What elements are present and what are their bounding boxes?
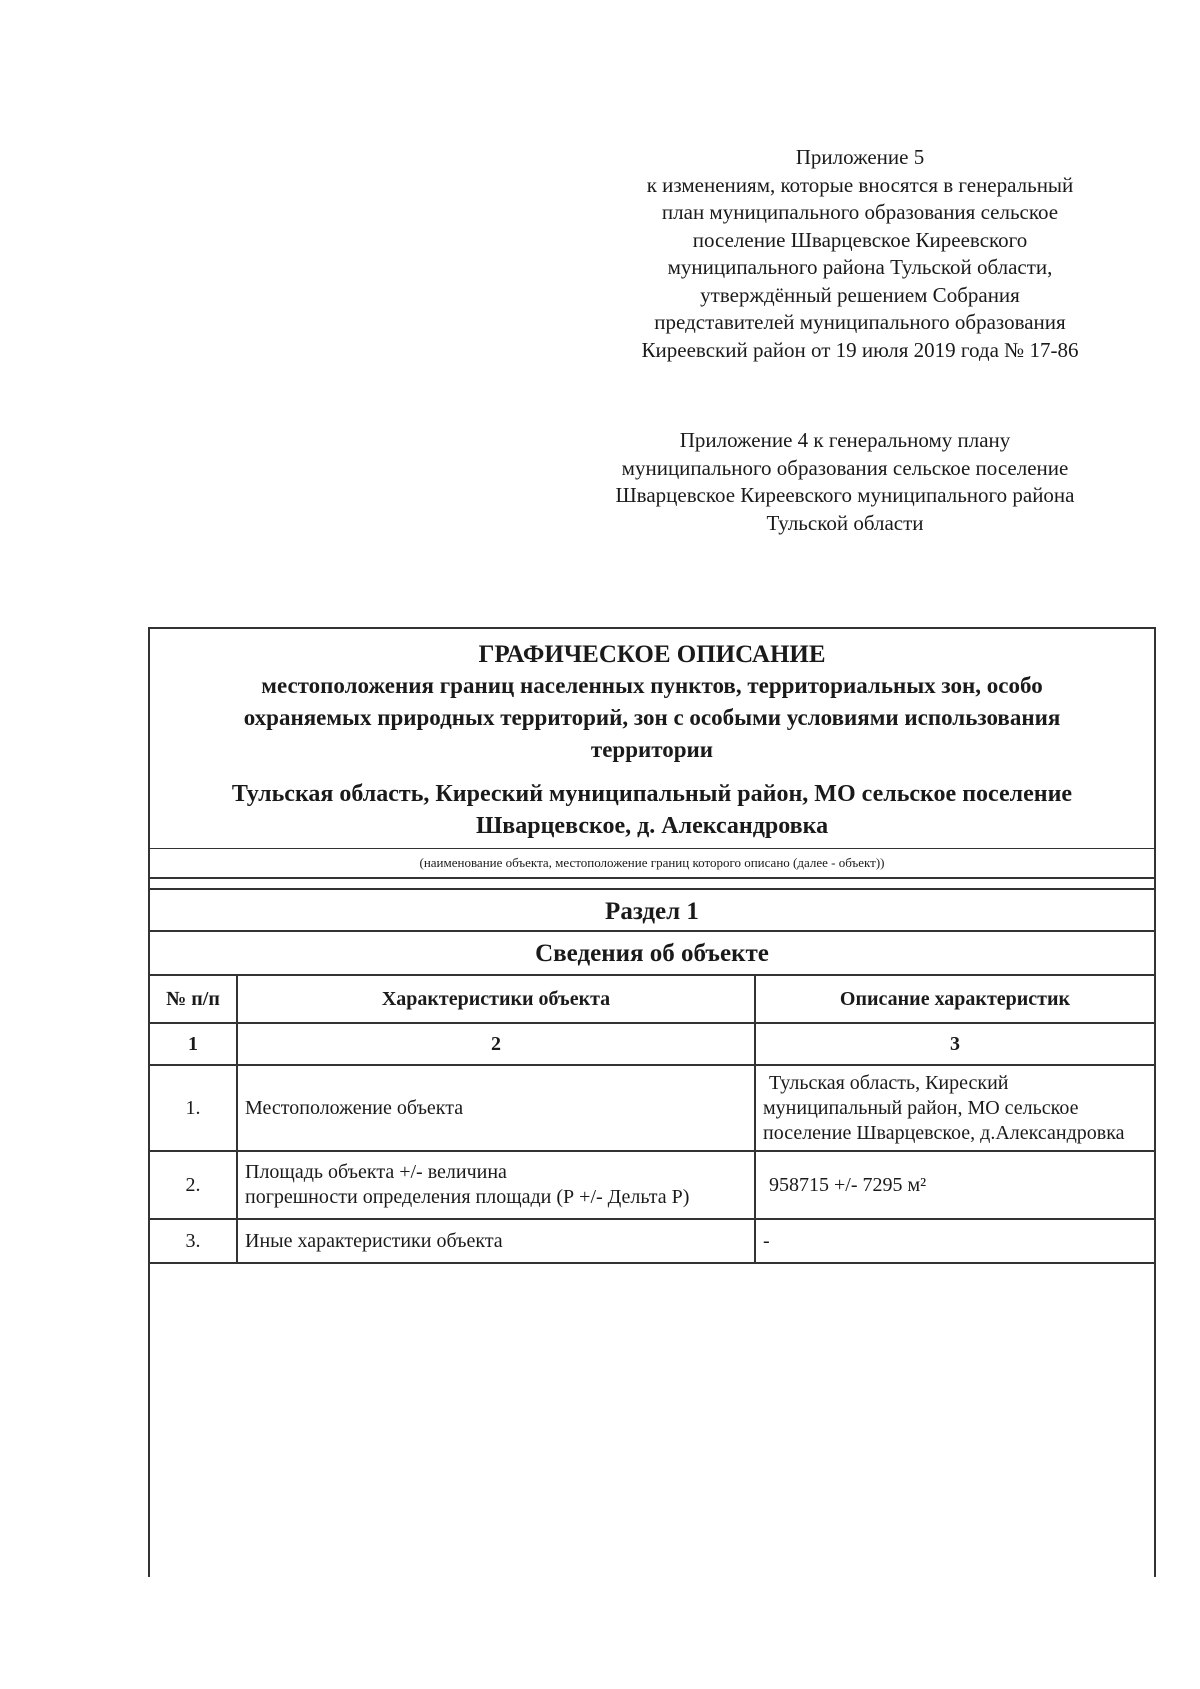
title-block [150, 629, 1154, 844]
object-info-table [150, 976, 1154, 1264]
annex-5-line: утверждённый решением Собрания [700, 282, 1020, 307]
column-number: 2 [237, 1023, 755, 1065]
annex-5-note [540, 144, 1180, 364]
annex-4-note [520, 427, 1170, 537]
characteristic-line: Иные характеристики объекта [245, 1229, 503, 1252]
characteristic-line: Площадь объекта +/- величина [245, 1161, 507, 1183]
row-number: 1. [150, 1065, 237, 1151]
row-characteristic [237, 1151, 755, 1219]
row-characteristic [237, 1219, 755, 1263]
object-location-title [150, 766, 1154, 844]
subtitle-line: охраняемых природных территорий, зон с особыми условиями использования [243, 705, 1061, 730]
annex-5-line: Киреевский район от 19 июля 2019 года № 17-86 [641, 337, 1079, 362]
document-subtitle [150, 670, 1154, 766]
header-number: № п/п [150, 976, 237, 1023]
description-line: поселение Шварцевское, д.Александровка [763, 1121, 1125, 1144]
subtitle-line: территории [590, 737, 714, 762]
annex-5-line: план муниципального образования сельское [661, 200, 1059, 224]
table-row [150, 1151, 1154, 1219]
annex-5-line: поселение Шварцевское Киреевского [692, 227, 1028, 252]
row-description [755, 1219, 1154, 1263]
description-line: Тульская область, Киреский [769, 1071, 1009, 1094]
row-number: 2. [150, 1151, 237, 1219]
document-frame [148, 627, 1156, 1577]
annex-4-line: Приложение 4 к генеральному плану [679, 428, 1011, 452]
row-description [755, 1151, 1154, 1219]
row-characteristic [237, 1065, 755, 1151]
annex-4-line: Тульской области [766, 510, 924, 535]
column-number: 3 [755, 1023, 1154, 1065]
description-line: муниципальный район, МО сельское [763, 1096, 1079, 1119]
object-caption: (наименование объекта, местоположение границ которого описано (далее - объект)) [150, 848, 1154, 879]
description-line: 958715 +/- 7295 м² [769, 1173, 927, 1196]
document-title: ГРАФИЧЕСКОЕ ОПИСАНИЕ [478, 641, 826, 668]
section-title: Раздел 1 [150, 888, 1154, 932]
location-line: Шварцевское, д. Александровка [475, 813, 829, 839]
annex-4-line: муниципального образования сельское поселение [621, 455, 1069, 480]
table-row [150, 1219, 1154, 1263]
description-line: - [763, 1229, 770, 1252]
annex-5-line: к изменениям, которые вносятся в генеральный [646, 172, 1074, 197]
characteristic-line: Местоположение объекта [245, 1096, 464, 1119]
table-header-row [150, 976, 1154, 1023]
section-subtitle: Сведения об объекте [150, 932, 1154, 976]
annex-5-line: муниципального района Тульской области, [667, 255, 1053, 279]
annex-5-line: Приложение 5 [795, 145, 925, 169]
header-characteristic: Характеристики объекта [237, 976, 755, 1023]
header-description: Описание характеристик [755, 976, 1154, 1023]
annex-5-line: представителей муниципального образования [654, 310, 1066, 334]
location-line: Тульская область, Киреский муниципальный район, МО сельское поселение [231, 781, 1073, 807]
row-description [755, 1065, 1154, 1151]
subtitle-line: местоположения границ населенных пунктов, территориальных зон, особо [261, 673, 1043, 698]
annex-4-line: Шварцевское Киреевского муниципального района [615, 483, 1075, 507]
row-number: 3. [150, 1219, 237, 1263]
characteristic-line: погрешности определения площади (Р +/- Дельта Р) [245, 1186, 690, 1208]
column-number: 1 [150, 1023, 237, 1065]
column-number-row [150, 1023, 1154, 1065]
table-row [150, 1065, 1154, 1151]
